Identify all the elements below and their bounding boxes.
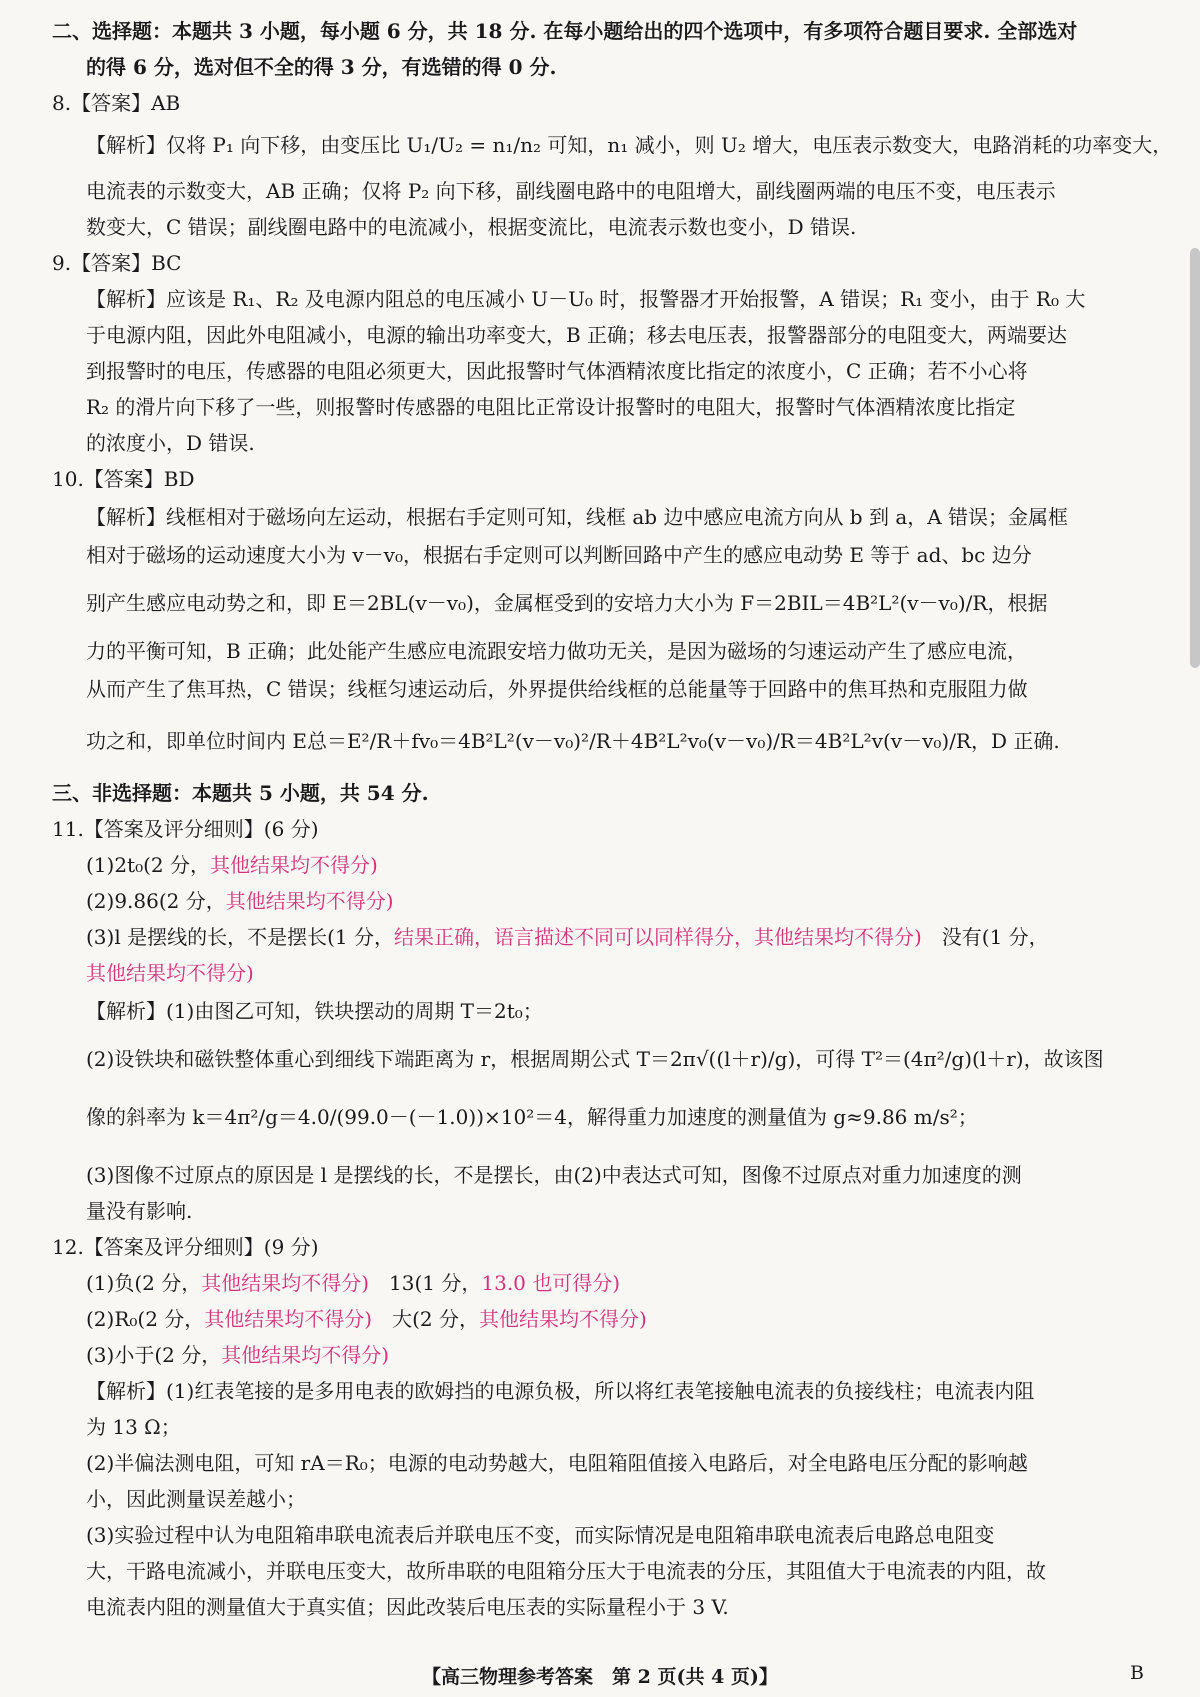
page-footer: 【高三物理参考答案 第 2 页(共 4 页)】 [422, 1666, 778, 1688]
q12-part1-note: 其他结果均不得分) [201, 1271, 370, 1295]
q11-part3-answer: (3)l 是摆线的长，不是摆长(1 分，结果正确，语言描述不同可以同样得分，其他结果均不得分) 没有(1 分， [86, 925, 1049, 949]
q11-analysis-line2: (2)设铁块和磁铁整体重心到细线下端距离为 r，根据周期公式 T＝2π√((l＋r)/g)，可得 T²＝(4π²/g)(l＋r)，故该图 [86, 1047, 1104, 1071]
paper-version-mark: B [1130, 1662, 1144, 1684]
q8-analysis-line3: 数变大，C 错误；副线圈电路中的电流减小，根据变流比，电流表示数也变小，D 错误. [86, 215, 857, 239]
q12-answer-heading: 12.【答案及评分细则】(9 分) [52, 1235, 319, 1259]
q11-part1-answer: (1)2t₀(2 分，其他结果均不得分) [86, 853, 378, 877]
q12-analysis-line5: (3)实验过程中认为电阻箱串联电流表后并联电压不变，而实际情况是电阻箱串联电流表后电路总电阻变 [86, 1523, 995, 1547]
q12-analysis-line6: 大，干路电流减小，并联电压变大，故所串联的电阻箱分压大于电流表的分压，其阻值大于电流表的内阻，故 [86, 1559, 1046, 1583]
q8-analysis-line2: 电流表的示数变大，AB 正确；仅将 P₂ 向下移，副线圈电路中的电阻增大，副线圈两端的电压不变，电压表示 [86, 179, 1056, 203]
q11-answer-heading: 11.【答案及评分细则】(6 分) [52, 817, 319, 841]
q11-part3-note2: 其他结果均不得分) [86, 961, 254, 985]
q12-part2-answer: (2)R₀(2 分，其他结果均不得分) 大(2 分，其他结果均不得分) [86, 1307, 647, 1331]
q10-analysis-line6: 功之和，即单位时间内 E总＝E²/R＋fv₀＝4B²L²(v－v₀)²/R＋4B²L²v₀(v－v₀)/R＝4B²L²v(v－v₀)/R，D 正确. [86, 729, 1060, 753]
q9-analysis-line3: 到报警时的电压，传感器的电阻必须更大，因此报警时气体酒精浓度比指定的浓度小，C 正确；若不小心将 [86, 359, 1028, 383]
q11-analysis-line5: 量没有影响. [86, 1199, 193, 1223]
q11-analysis-line1: 【解析】(1)由图乙可知，铁块摆动的周期 T＝2t₀； [86, 999, 543, 1023]
q12-analysis-line2: 为 13 Ω； [86, 1415, 181, 1439]
q12-analysis-line1: 【解析】(1)红表笔接的是多用电表的欧姆挡的电源负极，所以将红表笔接触电流表的负接线柱；电流表内阻 [86, 1379, 1035, 1403]
q12-analysis-line4: 小，因此测量误差越小； [86, 1487, 306, 1511]
q9-analysis-line1: 【解析】应该是 R₁、R₂ 及电源内阻总的电压减小 U－U₀ 时，报警器才开始报警，A 错误；R₁ 变小，由于 R₀ 大 [86, 287, 1086, 311]
q10-analysis-line5: 从而产生了焦耳热，C 错误；线框匀速运动后，外界提供给线框的总能量等于回路中的焦耳热和克服阻力做 [86, 677, 1028, 701]
section-heading-choice: 二、选择题：本题共 3 小题，每小题 6 分，共 18 分. 在每小题给出的四个选项中，有多项符合题目要求. 全部选对 [52, 19, 1078, 43]
q10-analysis-line4: 力的平衡可知，B 正确；此处能产生感应电流跟安培力做功无关，是因为磁场的匀速运动产生了感应电流， [86, 639, 1028, 663]
q12-analysis-line7: 电流表内阻的测量值大于真实值；因此改装后电压表的实际量程小于 3 V. [86, 1595, 729, 1619]
q12-part3-note: 其他结果均不得分) [221, 1343, 390, 1367]
q8-analysis-line1: 【解析】仅将 P₁ 向下移，由变压比 U₁/U₂ = n₁/n₂ 可知，n₁ 减小，则 U₂ 增大，电压表示数变大，电路消耗的功率变大， [86, 133, 1173, 157]
q9-analysis-line5: 的浓度小，D 错误. [86, 431, 255, 455]
q9-analysis-line2: 于电源内阻，因此外电阻减小，电源的输出功率变大，B 正确；移去电压表，报警器部分的电阻变大，两端要达 [86, 323, 1068, 347]
q11-part2-answer: (2)9.86(2 分，其他结果均不得分) [86, 889, 394, 913]
vertical-scrollbar[interactable] [1190, 248, 1200, 668]
q12-analysis-line3: (2)半偏法测电阻，可知 rA＝R₀；电源的电动势越大，电阻箱阻值接入电路后，对全电路电压分配的影响越 [86, 1451, 1028, 1475]
section-heading-choice-cont: 的得 6 分，选对但不全的得 3 分，有选错的得 0 分. [86, 55, 557, 79]
q12-part1-answer: (1)负(2 分，其他结果均不得分) 13(1 分，13.0 也可得分) [86, 1271, 621, 1295]
q12-part3-answer: (3)小于(2 分，其他结果均不得分) [86, 1343, 390, 1367]
q10-analysis-line2: 相对于磁场的运动速度大小为 v－v₀，根据右手定则可以判断回路中产生的感应电动势 E 等于 ad、bc 边分 [86, 543, 1032, 567]
q10-answer: 10.【答案】BD [52, 467, 195, 491]
q8-answer: 8.【答案】AB [52, 91, 181, 115]
q11-part3-note: 结果正确，语言描述不同可以同样得分，其他结果均不得分) [393, 925, 922, 949]
q9-analysis-line4: R₂ 的滑片向下移了一些，则报警时传感器的电阻比正常设计报警时的电阻大，报警时气体酒精浓度比指定 [86, 395, 1016, 419]
q11-part2-note: 其他结果均不得分) [225, 889, 394, 913]
section-heading-nonchoice: 三、非选择题：本题共 5 小题，共 54 分. [52, 781, 429, 805]
q11-part1-note: 其他结果均不得分) [210, 853, 378, 877]
q10-analysis-line3: 别产生感应电动势之和，即 E＝2BL(v－v₀)，金属框受到的安培力大小为 F＝2BIL＝4B²L²(v－v₀)/R，根据 [86, 591, 1048, 615]
q12-part2-note2: 其他结果均不得分) [479, 1307, 647, 1331]
q10-analysis-line1: 【解析】线框相对于磁场向左运动，根据右手定则可知，线框 ab 边中感应电流方向从 b 到 a，A 错误；金属框 [86, 505, 1069, 529]
q12-part2-note: 其他结果均不得分) [204, 1307, 373, 1331]
q11-analysis-line3: 像的斜率为 k＝4π²/g＝4.0/(99.0－(－1.0))×10²＝4，解得重力加速度的测量值为 g≈9.86 m/s²； [86, 1105, 978, 1129]
q12-part1-note2: 13.0 也可得分) [481, 1271, 621, 1295]
q11-part3-answer-cont [86, 958, 1140, 988]
q11-analysis-line4: (3)图像不过原点的原因是 l 是摆线的长，不是摆长，由(2)中表达式可知，图像不过原点对重力加速度的测 [86, 1163, 1022, 1187]
q9-answer: 9.【答案】BC [52, 251, 182, 275]
